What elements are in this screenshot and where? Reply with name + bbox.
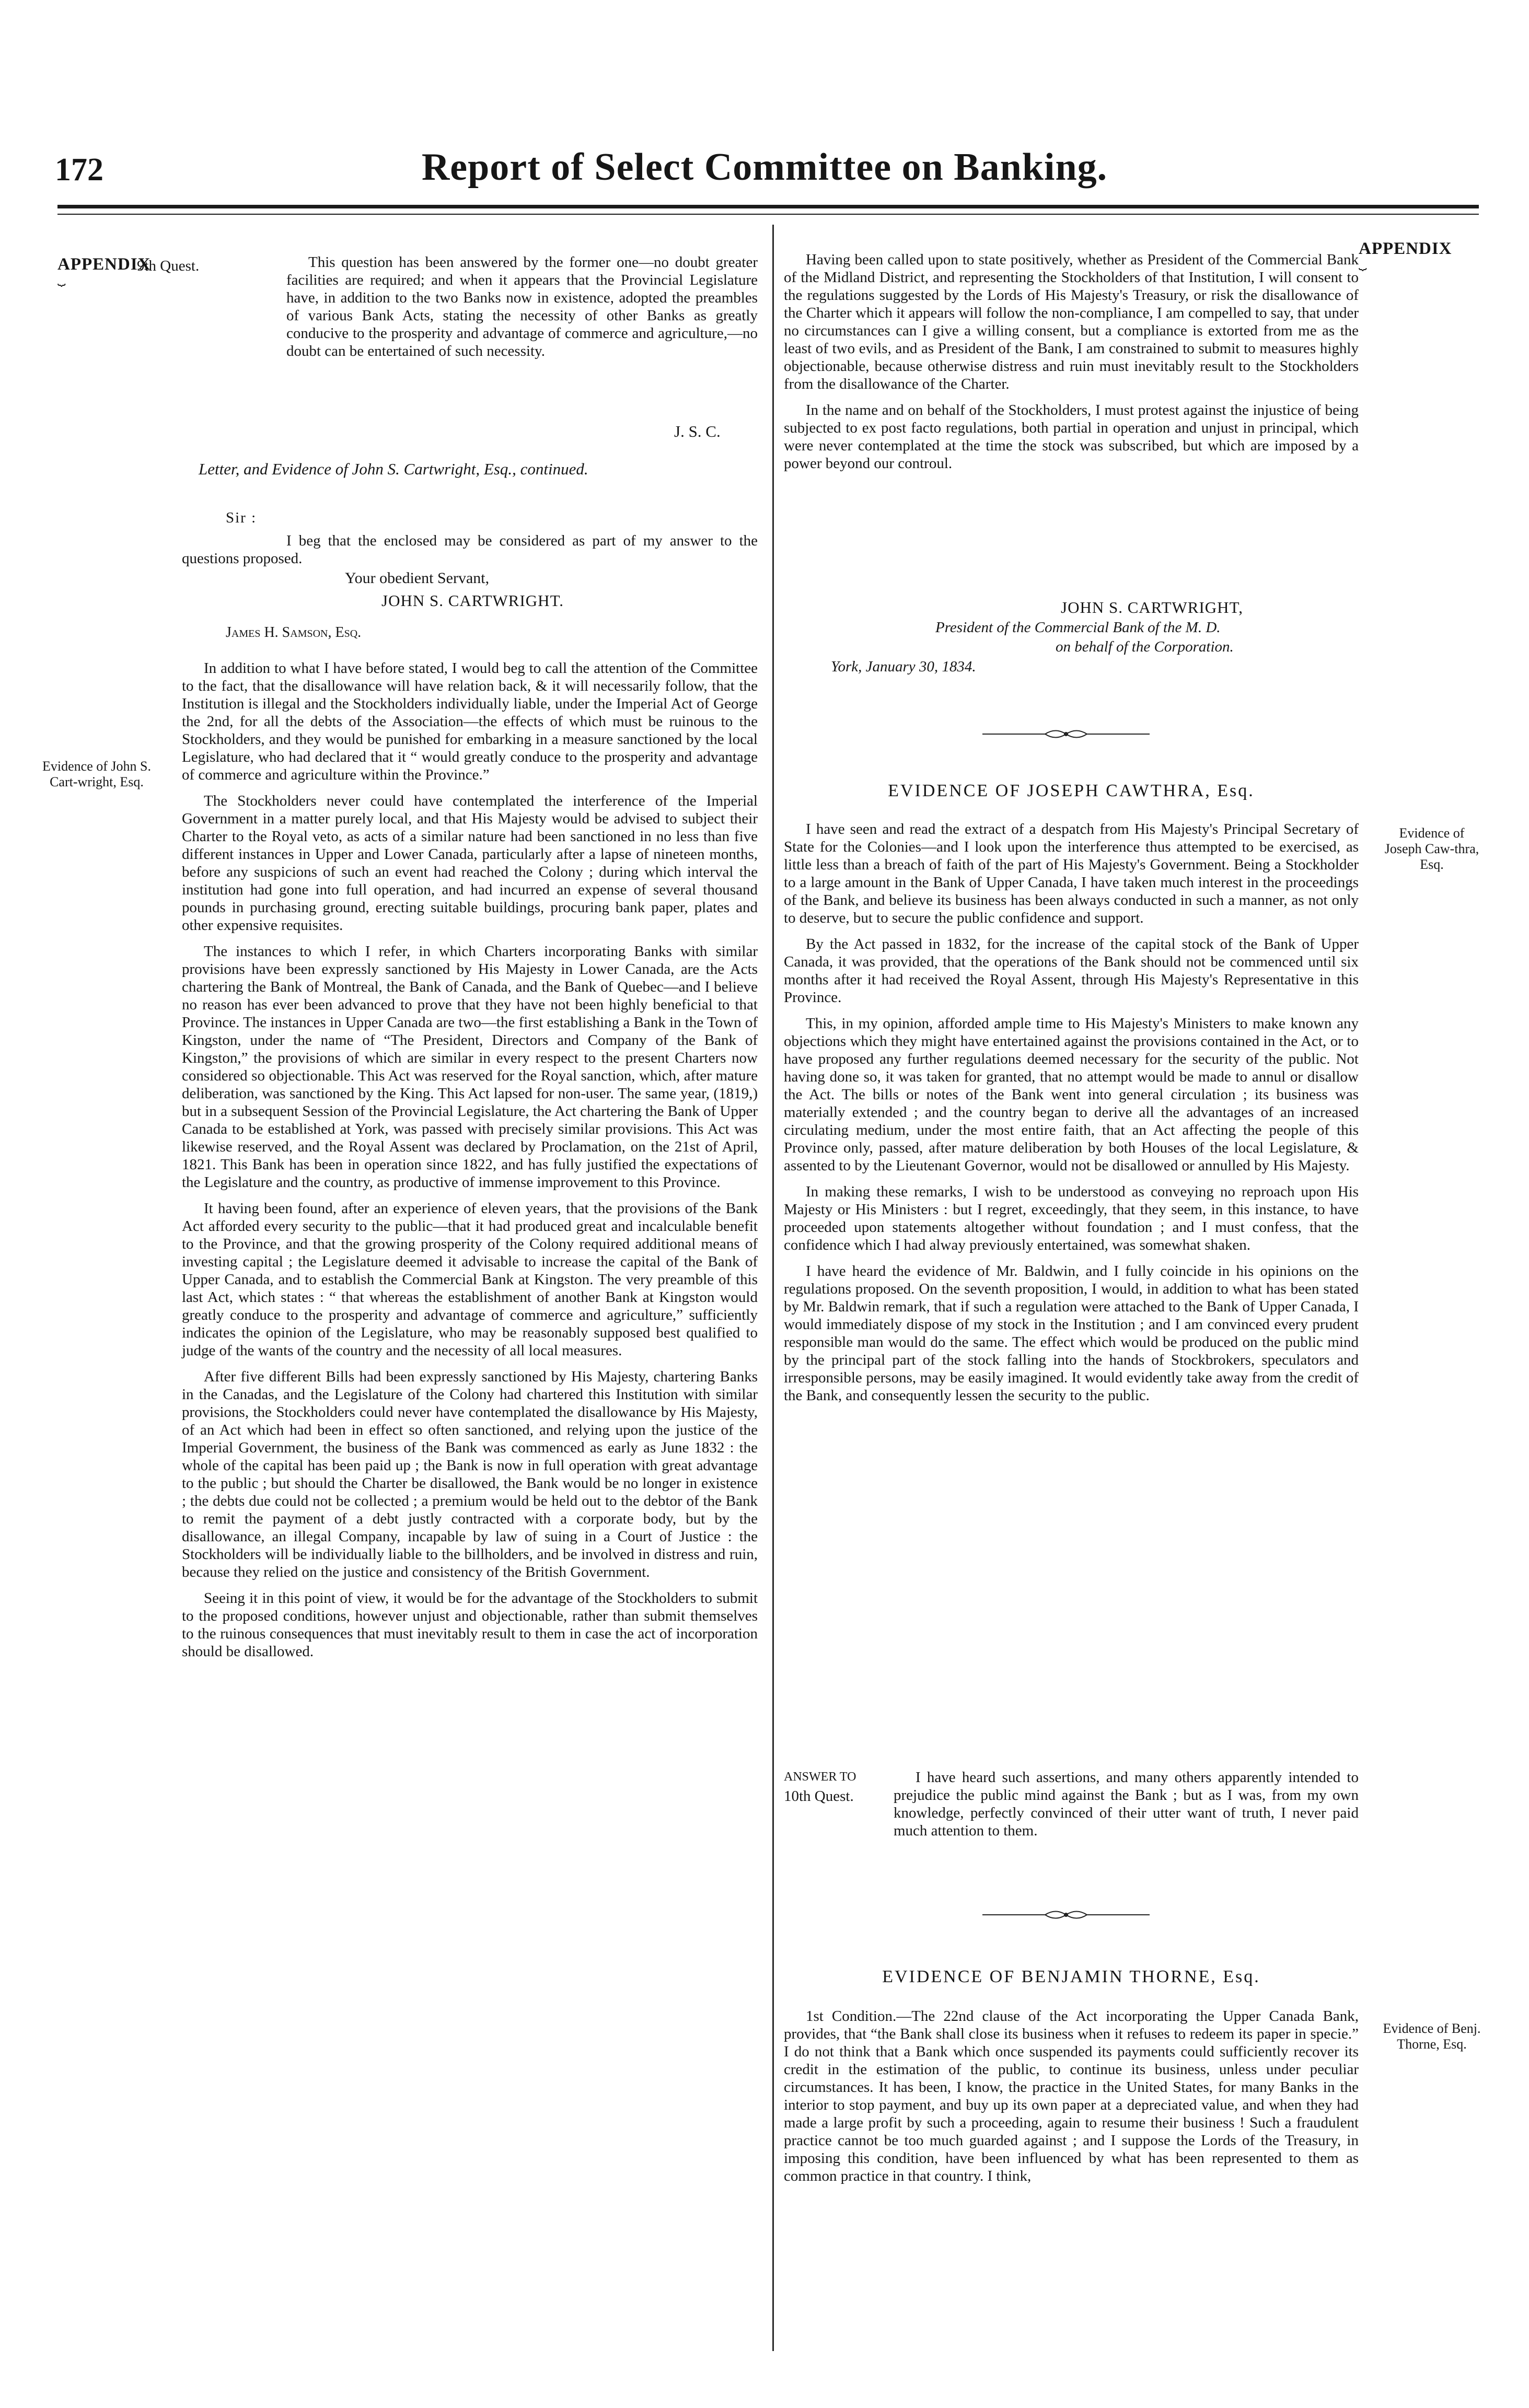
letter-paragraph: I beg that the enclosed may be considered as part of my answer to the questions proposed.: [182, 532, 758, 567]
signature-title-1: President of the Commercial Bank of the M. D.: [935, 619, 1221, 636]
corporate-signature: JOHN S. CARTWRIGHT,: [1061, 598, 1243, 616]
section-heading-thorne: EVIDENCE OF BENJAMIN THORNE, Esq.: [882, 1967, 1260, 1986]
margin-note-thorne: Evidence of Benj. Thorne, Esq.: [1383, 2021, 1481, 2052]
paragraph: Having been called upon to state positively, whether as President of the Commercial Bank of the Midland District, and representing the Stockholders of that Institution, I will consent to the regulations suggested by the Lords of His Majesty's Treasury, or risk the disallowance of the Charter which it appears will follow the non-compliance, I am compelled to say, that under no circumstances can I give a willing consent, but a compliance is extorted from me as the least of two evils, and as President of the Bank, I am constrained to submit to measures highly objectionable, because otherwise distress and ruin must inevitably result to the Stockholders from the disallowance of the Charter.: [784, 251, 1359, 392]
header-rule-thick: [57, 205, 1479, 208]
brace-icon: ⏟: [57, 271, 66, 286]
paragraph: By the Act passed in 1832, for the increase of the capital stock of the Bank of Upper Canada, it was provided, that the operations of the Bank should not be commenced until six months after it had received the Royal Assent, through His Majesty's Representative in this Province.: [784, 936, 1359, 1006]
paragraph: I have seen and read the extract of a despatch from His Majesty's Principal Secretary of State for the Colonies—and I look upon the interference thus attempted to be exercised, as little less than a breach of faith of the part of His Majesty's Government. Being a Stockholder to a large amount in the Bank of Upper Canada, I have taken much interest in the proceedings of the Bank, and believe its business has been always conducted in such a manner, as not only to deserve, but to secure the public confidence and support.: [784, 821, 1359, 926]
thorne-evidence: [784, 2007, 1359, 2193]
ornament-divider-icon: [982, 726, 1150, 744]
answer-initials: J. S. C.: [674, 422, 721, 440]
margin-note-cartwright: Evidence of John S. Cart-wright, Esq.: [42, 759, 151, 789]
brace-icon: ⏟: [1359, 255, 1368, 270]
letter-addressee: James H. Samson, Esq.: [226, 624, 362, 641]
cawthra-evidence: [784, 820, 1359, 1413]
paragraph: This, in my opinion, afforded ample time to His Majesty's Ministers to make known any objections which they might have entertained against the provisions contained in the Act, or to have proposed any further regulations deemed necessary for the security of the public. Not having done so, it was taken for granted, that no attempt would be made to annul or disallow the Act. The bills or notes of the Bank went into general circulation ; its business was materially extended ; and the country began to derive all the advantages of an increased circulating medium, under the most entire faith, that an Act affecting the people of this Province only, passed, after mature deliberation by both Houses of the local Legislature, & assented to by the Lieutenant Governor, would not be disallowed or annulled by His Majesty.: [784, 1015, 1359, 1174]
paragraph: In addition to what I have before stated, I would beg to call the attention of the Committee to the fact, that the disallowance will have relation back, & it will necessarily follow, that the Institution is illegal and the Stockholders individually liable, under the Imperial Act of George the 2nd, for all the debts of the Association—the effects of which must be ruinous to the Stockholders, and they would be punished for embarking in a measure sanctioned by the local Legislature, who had declared that it “ would greatly conduce to the prosperity and advantage of commerce and agriculture within the Province.”: [182, 660, 758, 783]
paragraph: After five different Bills had been expressly sanctioned by His Majesty, chartering Banks in the Canadas, and the Legislature of the Colony had chartered this Institution with similar provisions, the Stockholders could never have contemplated the disallowance by His Majesty, of an Act which had been in effect so often sanctioned, and relying upon the justice of the Imperial Government, the business of the Bank was commenced as early as June 1832 : the whole of the capital has been paid up ; the Bank is now in full operation with great advantage to the public ; but should the Charter be disallowed, the Bank would be no longer in existence ; the debts due could not be collected ; a premium would be held out to the debtor of the Bank to remit the payment of a debt justly contracted with a corporate body, but by the disallowance, an illegal Company, incapable by law of suing in a Court of Justice : the Stockholders will be individually liable to the billholders, and be involved in distress and ruin, because they relied on the justice and consistency of the British Government.: [182, 1368, 758, 1580]
paragraph: 1st Condition.—The 22nd clause of the Act incorporating the Upper Canada Bank, provides, that “the Bank shall close its business when it refuses to redeem its paper in specie.” I do not think that a Bank which once suspended its payments could sufficiently recover its credit in the estimation of the public, to continue its business, unless under peculiar circumstances. It has been, I know, the practice in the United States, for many Banks in the interior to stop payment, and buy up its own paper at a depreciated value, and when they had made a large profit by such a proceeding, again to resume their business ! Such a fraudulent practice cannot be too much guarded against ; and I suppose the Lords of the Treasury, in imposing this condition, have been influenced by what has been represented to them as common practice in that country. I think,: [784, 2008, 1359, 2184]
letter-closing: Your obedient Servant,: [345, 569, 490, 587]
salutation: Sir :: [226, 509, 257, 526]
paragraph: The instances to which I refer, in which Charters incorporating Banks with similar provisions have been expressly sanctioned by His Majesty in Lower Canada, are the Acts chartering the Bank of Montreal, the Bank of Canada, and the Bank of Quebec—and I believe no reason has ever been advanced to prove that they have not been highly beneficial to that Province. The instances in Upper Canada are two—the first establishing a Bank in the Town of Kingston, under the name of “The President, Directors and Company of the Bank of Kingston,” the provisions of which are similar in every respect to the present Charters now considered so objectionable. This Act was reserved for the Royal sanction, which, after mature deliberation, was sanctioned by the King. This Act lapsed for non-user. The same year, (1819,) but in a subsequent Session of the Provincial Legislature, the Act chartering the Bank of Upper Canada to be established at York, was passed with precisely similar provisions. This Act was likewise reserved, and the Royal Assent was declared by Proclamation, on the 21st of April, 1821. This Bank has been in operation since 1822, and has fully justified the expectations of the Legislature and the country, as productive of immense improvement to this Province.: [182, 943, 758, 1191]
appendix-text: APPENDIX: [1359, 239, 1452, 258]
question-label: 9th Quest.: [137, 258, 200, 274]
paragraph: The Stockholders never could have contemplated the interference of the Imperial Government in a matter purely local, and that His Majesty would be advised to subject their Charter to the Royal veto, as acts of a similar nature had been sanctioned in no less than five different instances in Upper and Lower Canada, particularly after a lapse of nineteen months, before any suspicions of such an event had reached the Colony ; during which interval the institution had gone into full operation, and had incurred an expense of several thousand pounds in purchasing ground, erecting suitable buildings, procuring bank paper, plates and other expensive requisites.: [182, 793, 758, 934]
ornament-divider-icon: [982, 1907, 1150, 1925]
answer-text: I have heard such assertions, and many others apparently intended to prejudice the public mind against the Bank ; but as I was, from my own knowledge, perfectly convinced of their utter want of truth, I never paid much attention to them.: [894, 1769, 1359, 1839]
appendix-text: APPENDIX: [57, 255, 151, 274]
page-title: Report of Select Committee on Banking.: [421, 146, 1108, 189]
letter-heading: Letter, and Evidence of John S. Cartwright, Esq., continued.: [199, 460, 588, 478]
signature-title-2: on behalf of the Corporation.: [1056, 638, 1234, 655]
answer-label: ANSWER TO: [784, 1770, 856, 1784]
section-heading-cawthra: EVIDENCE OF JOSEPH CAWTHRA, Esq.: [888, 781, 1255, 800]
margin-note-cawthra: Evidence of Joseph Caw-thra, Esq.: [1384, 825, 1479, 872]
letter-signature: JOHN S. CARTWRIGHT.: [381, 591, 564, 610]
left-column-body: [182, 659, 758, 1669]
paragraph: In the name and on behalf of the Stockholders, I must protest against the injustice of being subjected to ex post facto regulations, both partial in operation and unjust in principal, which were never contemplated at the time the stock was subscribed, but which are imposed by a power beyond our controul.: [784, 402, 1359, 472]
date-line: York, January 30, 1834.: [831, 658, 976, 675]
paragraph: Seeing it in this point of view, it would be for the advantage of the Stockholders to submit to the proposed conditions, however unjust and objectionable, rather than submit themselves to the ruinous consequences that must inevitably result to them in case the act of incorporation should be disallowed.: [182, 1590, 758, 1660]
question-answer: This question has been answered by the former one—no doubt greater facilities are required; and when it appears that the Provincial Legislature have, in addition to the two Banks now in existence, adopted the preambles of various Bank Acts, stating the necessity of other Banks as greatly conducive to the prosperity and advantage of commerce and agriculture,—no doubt can be entertained of such necessity.: [286, 254, 758, 359]
right-column-top: [784, 251, 1359, 481]
answer-question: 10th Quest.: [784, 1788, 854, 1805]
paragraph: It having been found, after an experience of eleven years, that the provisions of the Bank Act afforded every security to the public—that it had produced great and incalculable benefit to the Province, and that the growing prosperity of the Colony required additional means of investing capital ; the Legislature deemed it advisable to increase the capital of the Bank of Upper Canada, and to establish the Commercial Bank at Kingston. The very preamble of this last Act, which states : “ that whereas the establishment of another Bank at Kingston would greatly conduce to the prosperity and advantage of commerce and agriculture,” sufficiently indicates the opinion of the Legislature, who may be reasonably supposed best qualified to judge of the wants of the country and the necessity of all local measures.: [182, 1200, 758, 1359]
column-divider: [772, 225, 774, 2351]
paragraph: I have heard the evidence of Mr. Baldwin, and I fully coincide in his opinions on the regulations proposed. On the seventh proposition, I would, in addition to what has been stated by Mr. Baldwin remark, that if such a regulation were attached to the Bank of Upper Canada, I would immediately dispose of my stock in the Institution ; and I am convinced every prudent responsible man would do the same. The effect which would be produced on the public mind by the principal part of the stock falling into the hands of Stockbrokers, speculators and irresponsible persons, may be easily imagined. It would evidently take away from the credit of the Bank, and consequently lessen the security to the public.: [784, 1263, 1359, 1404]
header-rule-thin: [57, 214, 1479, 215]
appendix-label-right: [1359, 239, 1452, 270]
page-number: 172: [55, 152, 103, 188]
paragraph: In making these remarks, I wish to be understood as conveying no reproach upon His Majesty or His Ministers : but I regret, exceedingly, that they seem, in this instance, to have proceeded upon statements altogether without foundation ; and I must confess, that the confidence which I had alway previously entertained, was somewhat shaken.: [784, 1183, 1359, 1253]
